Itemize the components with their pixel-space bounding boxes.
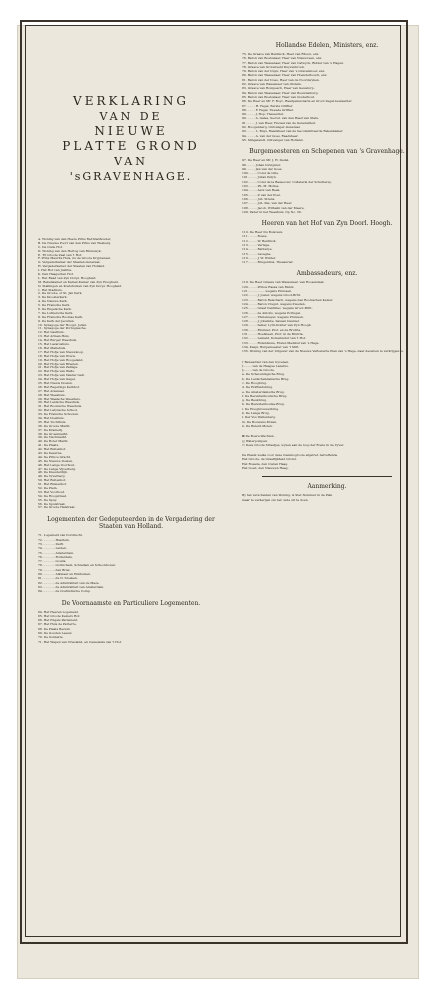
water-entry: ⊠ De Boere-Wachten.	[242, 434, 275, 439]
legend-entry: 29. Het Waalsche Weeshuis.	[38, 397, 81, 401]
legend-entry: 41. De Plaats.	[38, 444, 60, 448]
hof-entry: 112. - - - - W. Bentinck.	[242, 238, 277, 243]
ambassadeur-entry: 126. - - - - de Antolis, wegens Portugal.	[242, 310, 301, 315]
minister-entry: 83. Graave van Hompesch, Heer van Geusdorp.	[242, 86, 315, 91]
legend-entry: 54. De Hoogstraat.	[38, 494, 67, 498]
minister-entry: 77. Baron van Wassenaer, Heer van Catwyck, Ridder van 's Hagen.	[242, 60, 344, 65]
legend-entry: 14. Het Burger Weeshuis.	[38, 339, 78, 343]
legend-entry: 22. Het Hofje van Wells.	[38, 370, 75, 374]
hof-entry: 114. - - - - Barbarye.	[242, 247, 273, 252]
ministers-heading: Hollandse Edelen, Ministers, enz.	[275, 42, 379, 49]
title-line-3: NIEUWE	[94, 124, 168, 138]
symbol-entry: m. De Bouwens-Molen.	[242, 419, 278, 424]
logementen-entry: 66. Het Engels Parlement.	[38, 618, 79, 623]
hof-entry: 117. - - - - Brugentius, Thesaurier.	[242, 260, 294, 265]
hof-entry: 115. - - - - Lavagne.	[242, 251, 272, 256]
legend-entry: 26. Het Regerings Kerkhof.	[38, 385, 80, 389]
logementen-entry: 68. De Plaats Bezuid.	[38, 626, 71, 631]
logement-entry: 77. - - - - - - Gouda.	[38, 559, 67, 564]
minister-entry: 79. Baron van der Duyn, Heer van 's Gravenmoer, enz.	[242, 69, 326, 74]
ambassadeur-entry: 124. - - - - Baron Cregut, wegens Zweden.	[242, 301, 306, 306]
document-title	[38, 94, 224, 184]
title-line-4: PLATTE GROND	[62, 139, 200, 153]
legend-entry: 48. De Kneuterdijk.	[38, 471, 68, 475]
burgemeester-entry: 100. - - - - Corel de Lille.	[242, 171, 279, 176]
logement-entry: 82. - - - - - - de Admiraliteit van de Maze.	[38, 580, 100, 585]
symbol-entry: ‡ - - - - van de Haagse Lazarus.	[242, 363, 289, 368]
legend-entry: 10. Synagoge der Hoogd. Joden.	[38, 323, 88, 327]
legend-entry: 34. Het Doelhuis.	[38, 416, 65, 420]
legend-entry: 13. Het Armen-Huis.	[38, 335, 70, 339]
ambassadeur-entry: 120. - - - - Prince Rassa van Rantz.	[242, 284, 295, 289]
legend-entry: 5. De Fransche Kerk.	[38, 304, 71, 308]
symbol-entry: h. De Bezuidenhoutse-Brug.	[242, 402, 285, 407]
legend-entry: 25. Het Nieuw Doelen.	[38, 381, 73, 385]
logement-entry: 83. - - - - - - de Admiraliteit van Amsterdam.	[38, 584, 105, 589]
minister-entry: 90. - - - - A. Gales, Secret. van den Raad van State.	[242, 116, 319, 121]
burgemeesters-heading: Burgemeesteren en Schepenen van 's Gravenhage.	[249, 148, 405, 156]
logement-entry: 74. - - - - - - Leiden.	[38, 546, 67, 551]
legend-entry: 27. Het Arsenaal.	[38, 389, 65, 393]
burgemeester-entry: 107. - - - - Joh. Pas, van der Heer.	[242, 201, 293, 206]
legend-entry: 37. De Kramerij.	[38, 428, 64, 432]
legend-entry: 55. De Spuy.	[38, 498, 58, 502]
water-entry: ◱ Waterpompen.	[242, 438, 268, 443]
burgemeester-entry: 99. - - - - Jan van der Goes.	[242, 166, 283, 171]
logementen-entry: 69. De Gouden Leeuw.	[38, 630, 73, 635]
logementen-list	[38, 610, 224, 644]
legend-entry: 2. De Groote, of St. Jan Kerk.	[38, 292, 83, 296]
legend-entry: 28. Het Weeshuis.	[38, 393, 66, 397]
legend-entry: M. Rekenkamer en Kamer-Kamer van Zyn Hoogheid.	[38, 280, 119, 284]
symbol-entry: f. De Bezuidenhoutsche Brug.	[242, 393, 288, 398]
title-line-2: VAN DE	[99, 110, 163, 123]
legend-entry: 46. Het Lange Voorhout.	[38, 463, 76, 467]
logement-entry: 81. - - - - - - de N. Stoeken.	[38, 576, 78, 581]
minister-entry: 92. Hoogenberg, Ontvanger-Generaal.	[242, 125, 301, 130]
ambassadeurs-list	[242, 280, 412, 353]
symbols-list	[242, 360, 412, 429]
hof-entry: 111. - - - - Bosse.	[242, 234, 268, 239]
logement-entry: 80. - - - - - - Alkmaar en Enkhuizen.	[38, 572, 91, 577]
title-line-5: VAN	[114, 155, 148, 168]
legend-entry: 32. Het Latynsche School.	[38, 409, 78, 413]
title-line-1: VERKLARING	[73, 94, 189, 108]
ambassadeur-entry: 131. - - - - Hoefsteen, Prof. in de Brutria.	[242, 332, 304, 337]
symbol-entry: l. Der Vos Wellenberg.	[242, 415, 276, 420]
legend-entry: H. Vergaderkamer der Staaten van Holland.	[38, 265, 106, 269]
hof-list	[242, 230, 412, 264]
symbol-entry: k. De Lange Brug.	[242, 411, 270, 416]
logementen-entry: 65. Het Groote Keizers Hof.	[38, 613, 81, 618]
ambassadeur-entry: 128. - - - - J. Jobaliste, Saxsen Desnier.	[242, 319, 300, 324]
legend-entry: 19. Het Hofje van Hoogeland.	[38, 358, 84, 362]
legend-entry: 23. Het Hofje van Vander Gall.	[38, 374, 85, 378]
symbol-entry: d. De Hoffluidsbrug.	[242, 385, 273, 390]
legend-entry: 15. Het Lazarushuis.	[38, 343, 70, 347]
burgemeester-entry: 108. - - - - Jacob, Wilhelm van der Meere.	[242, 205, 305, 210]
logementen-heading: De Voornaamste en Particuliere Logementen.	[61, 599, 201, 607]
minister-entry: 84. Baron van Wassenaer, Heer van Bouwlenburg.	[242, 90, 319, 95]
legend-entry: 17. Het Hofje van Nieuwkoop.	[38, 350, 85, 354]
legend-entry: 39. De Vischmarkt.	[38, 436, 68, 440]
legend-entry: G. Vergaderkamer der Staaten-Generaal.	[38, 261, 101, 265]
legend-entry: N. Stallingen en Koetshuizen van Zyn Dorpl. Hoogheid.	[38, 284, 123, 288]
plan-note	[242, 453, 412, 470]
legend-entry: 38. De Groenmarkt.	[38, 432, 69, 436]
logementen-entry: 67. Het Huis de Parterre.	[38, 622, 77, 627]
legend-entry: I. Het Hof van Justitie.	[38, 269, 73, 273]
legend-entry: K. Den Haagschen Hof.	[38, 273, 74, 277]
minister-entry: 76. Baron van Boetzelaer, Heer van Nieuwveen, enz.	[242, 56, 323, 61]
logementen-entry: 71. Het Wapen van Vriesland, en Casselanis van 't Hof.	[38, 639, 122, 644]
burgemeester-entry: 101. - - - - Johan Patyn.	[242, 175, 277, 180]
legend-entry: 20. Het Hofje van Brienen.	[38, 362, 79, 366]
aanmerking-text	[242, 493, 412, 502]
symbol-entry: c. De Hoogbrug.	[242, 381, 268, 385]
hof-heading: Heeren van het Hof van Zyn Doorl. Hoogh.	[261, 220, 393, 228]
legend-entry: D. Woning van den Hertog van Brunswyk.	[38, 249, 102, 253]
legend-entry: 43. De Kazerne.	[38, 451, 63, 455]
logement-entry: 73. - - - - - - Delft.	[38, 541, 64, 546]
symbol-entry: a. De Scheveningsche Brug.	[242, 372, 285, 377]
legend-entry: 24. Het Hofje van Gagel.	[38, 378, 76, 382]
minister-entry: 75. De Graave van Bentinck, Heer van Rhoon, enz.	[242, 52, 320, 56]
legend-entry: 11. Synagoge der Portugiesche.	[38, 327, 87, 331]
minister-entry: 86. De Heer en Mr. F. Boyc, Raadpensionaris en Groot Zegel-bewaarder.	[242, 99, 353, 104]
logements-list	[38, 533, 224, 593]
minister-entry: 85. Baron van Boetzelaer, Heer van Oosterhout.	[242, 94, 316, 99]
legend-entry: 30. Het Leidsche Weeshuis.	[38, 401, 81, 405]
ambassadeur-entry: 125. - - - - Graaf Cantillac, wegens Groot-Britt.	[242, 306, 313, 311]
legend-entry: 49. De Vyverberg.	[38, 475, 66, 479]
hof-entry: 113. - - - - Vernige.	[242, 242, 271, 247]
legend-entry: A. Woning van den Heere Prins Ref-Stadhouder,	[38, 238, 112, 241]
legend-entry: 1. Het Stadhuis.	[38, 288, 63, 292]
minister-entry: 81. Baron van der Does, Heer van de Noordwyken.	[242, 77, 320, 82]
burgemeester-entry: 98. - - - - Johan Duvignier.	[242, 162, 281, 167]
legend-entry: 44. De Prince Gracht.	[38, 455, 72, 459]
minister-entry: 78. Graave van Grotenveld Duyvenbrook.	[242, 64, 305, 69]
symbol-entry: † Bewaarder van den Gyvenen.	[242, 359, 290, 364]
aanmerking-line: maar te verkerijen om het oude uit te doen.	[242, 497, 309, 502]
ministers-list	[242, 52, 412, 142]
burgemeester-entry: 109. Vader in het Weeshuis. Op No. 30.	[242, 209, 302, 214]
minister-entry: 93. - - - - L. Buys, Raadsheer van de Gecommitteerde Rekenkamer.	[242, 129, 344, 134]
burgemeester-entry: 104. - - - - Aers van Beek.	[242, 188, 281, 193]
symbol-entry: n. De Bulerd-Molen.	[242, 423, 273, 428]
ambassadeur-entry: 121. - - - - - - - - wegens Pruissen.	[242, 289, 292, 294]
symbol-entry: g. De Beukbrug.	[242, 398, 267, 403]
title-line-6: 'sGRAVENHAGE.	[69, 170, 193, 183]
legend-entry: 52. De Plein.	[38, 487, 58, 490]
water-entry: ▭ Deze Groote Straatjes, wyzen aan de loop der Roete in de Vyver.	[242, 442, 344, 447]
logement-entry: 76. - - - - - - Rotterdam.	[38, 554, 73, 559]
legend-entry: 31. Het Roomsche Weeshuis.	[38, 405, 83, 409]
minister-entry: 82. Graave van Wassenaer van Obdam.	[242, 82, 302, 87]
plan-note-line: Het Groote, de Graaflijkheid Grond.	[242, 457, 297, 462]
legend-entry: 57. De Groote Halstraat.	[38, 506, 76, 510]
legend-entry: 33. De Fransche Schoolen.	[38, 413, 79, 417]
legend-entry: 9. De Kerk der Jezuiten.	[38, 319, 75, 323]
logement-entry: 72. - - - - - - Haarlem.	[38, 537, 70, 542]
legend-entry: 56. De Spuistraat.	[38, 502, 66, 506]
legend-entry: 12. Het Gasthuis.	[38, 331, 65, 335]
ambassadeur-entry: 129. - - - - Seller, Lyrii-Dokter van Zyn Hoogh.	[242, 323, 312, 328]
logement-entry: 71. Logement van Dordrecht.	[38, 533, 83, 538]
burgemeesters-list	[242, 158, 412, 214]
minister-entry: 91. - - - - J. van Heer, Fiscaal van de Generaliteit.	[242, 120, 316, 125]
divider-rule	[262, 476, 392, 477]
minister-entry: 88. - - - - F. Fagel, Tweede Griffier.	[242, 107, 294, 112]
minister-entry: 87. - - - - H. Fagel, Eerste Griffier.	[242, 103, 293, 108]
legend-entry: 4. De Nieuwe Kerk.	[38, 300, 68, 304]
legend-entry: 53. Het Voorhout.	[38, 490, 66, 494]
water-legend	[242, 434, 412, 447]
symbol-entry: § - - - - van de Groote.	[242, 368, 275, 373]
logement-entry: 75. - - - - - - Amsterdam.	[38, 550, 75, 555]
minister-entry: 94. - - - - A. van der Goes, Raadsheer.	[242, 133, 299, 138]
ambassadeur-entry: 123. - - - - Baron Reischach, wegens den Roomschen Keizer.	[242, 297, 333, 302]
right-column	[242, 36, 412, 508]
burgemeester-entry: 103. - - - - Ph. M. Molles.	[242, 184, 280, 189]
ambassadeur-entry: 134. Kaspi, Burgemeester van 't Stift.	[242, 344, 300, 349]
main-legend	[38, 238, 224, 510]
legend-entry: 47. De Lange Vijverberg.	[38, 467, 77, 471]
symbol-entry: i. De Hoogbrouwerbrug.	[242, 406, 280, 411]
hof-entry: 110. De Heer Du Boisvaux.	[242, 230, 284, 235]
ambassadeur-entry: 127. - - - - Thulemeyer, wegens Pruissen.	[242, 314, 304, 319]
minister-entry: 80. Baron van Wassenaer, Heer van Hoenderbosch, enz.	[242, 73, 328, 78]
minister-entry: 95. Slingelandt, Ontvanger van Holland.	[242, 137, 304, 142]
legend-entry: F. Prins Maurits Huis, nu de Groote Kryptenaal.	[38, 257, 111, 261]
burgemeester-entry: 97. De Heer en Mr. J. H. Dedel.	[242, 158, 290, 163]
legend-entry: L. Het Raad van Zyn Dorpl. Hoogheid.	[38, 276, 97, 280]
legend-entry: 45. De Nieuwe Doelen.	[38, 459, 74, 463]
logement-entry: 84. - - - - - - de Oostindische Comp.	[38, 589, 91, 594]
aanmerking-line: By het verscheiden van Woning, is Ster-Nummer in de Plan	[242, 493, 333, 498]
plan-note-line: Het Goed, den Nieuwen Haag.	[242, 466, 289, 471]
legend-entry: 7. De Luthersche Kerk.	[38, 311, 74, 315]
ambassadeur-entry: 133. - - - - Rutenhuize, Ereler-Medikul van 's Hage.	[242, 340, 320, 345]
aanmerking-heading: Aanmerking.	[307, 483, 347, 491]
legend-entry: B. De Nieuwe Poort van den Prins van Wesberg.	[38, 241, 112, 245]
ambassadeurs-heading: Ambassadeurs, enz.	[296, 270, 358, 278]
legend-entry: 3. De Kloosterkerk.	[38, 296, 68, 300]
legend-entry: E. 'Et Groote Zaal van 't Hof.	[38, 253, 82, 257]
legend-entry: 42. Het Buitenhof.	[38, 448, 66, 452]
logement-entry: 79. - - - - - - den Briel.	[38, 567, 71, 572]
ambassadeur-entry: 122. - - - - J. Joeler, wegens Groot-Britt.	[242, 293, 301, 298]
minister-entry: 89. - - - - J. Hop, Thesaurier.	[242, 112, 284, 117]
ambassadeur-entry: 130. - - - - Bruinier, Prof. en de Brutria.	[242, 327, 302, 332]
ambassadeur-entry: 119. De Heer Graave van Wassenaer, van Roosendaal.	[242, 280, 325, 285]
legend-entry: 51. Het Binnenhof.	[38, 483, 67, 487]
hof-entry: 116. - - - - J. W. Winter.	[242, 255, 276, 260]
legend-entry: 40. De Boter Markt.	[38, 440, 69, 444]
legend-entry: 35. Het Tuchthuis.	[38, 420, 67, 424]
ambassadeur-entry: 135. Woning van der Uitgever van de Nieuwe Verbeterde Plan van 's Hage, daar dezelven te verkrijgen is.	[242, 349, 404, 354]
legend-entry: 16. Het Mallehuis.	[38, 346, 67, 350]
ambassadeur-entry: 132. - - - - Lemant, Komenisdur van 't Hof.	[242, 336, 306, 341]
legend-entry: 21. Het Hofje van Zalinge.	[38, 366, 79, 370]
left-column	[38, 36, 224, 650]
burgemeester-entry: 105. - - - - P. van der Poel.	[242, 192, 281, 197]
legend-entry: 6. De Engelsche Kerk.	[38, 308, 72, 312]
legend-entry: 8. De Fransche Roomse Kerk.	[38, 315, 84, 319]
symbol-entry: b. De Leidschendamsche Brug.	[242, 376, 290, 381]
legend-entry: C. De Oude Hof.	[38, 245, 63, 249]
plan-note-line: Het Rosade, den Ouden Haag.	[242, 461, 289, 466]
logements-heading: Logementen der Gedeputeerden in de Vergadering der Staaten van Holland.	[47, 516, 215, 531]
plan-note-line: De Plaats welke voor deze Cassinogroote afgetref, betreffende	[242, 453, 338, 458]
symbol-entry: e. De Amsterdamsche Brug.	[242, 389, 285, 394]
burgemeester-entry: 102. - - - - Corel de la Bassecour, Collateral der Schutterey.	[242, 179, 332, 184]
logement-entry: 78. - - - - - - Gorinchem, Schiedam en Schoonhoven.	[38, 563, 117, 568]
burgemeester-entry: 106. - - - - Joh. Strens.	[242, 196, 276, 201]
legend-entry: 18. Het Hofje van Wouw.	[38, 354, 76, 358]
logementen-entry: 64. Het Heeren Logement.	[38, 609, 79, 614]
logementen-entry: 70. De Sonnette.	[38, 635, 64, 640]
legend-entry: 36. De Groote Markt.	[38, 424, 71, 428]
legend-entry: 50. Het Buitenhof.	[38, 479, 66, 483]
